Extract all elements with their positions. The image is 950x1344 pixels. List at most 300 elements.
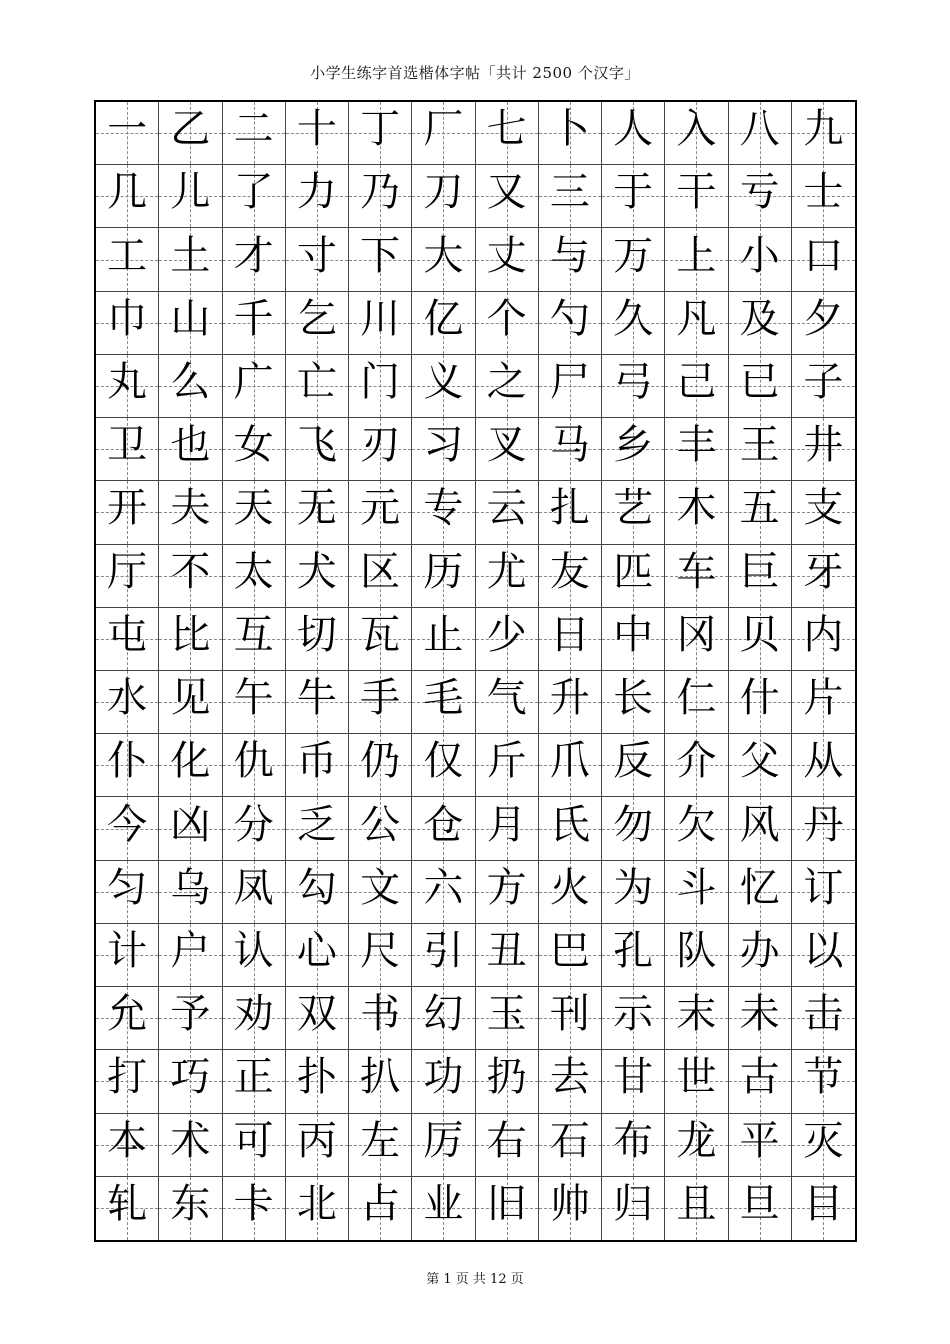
practice-character: 天 <box>233 485 274 532</box>
practice-character: 仇 <box>233 738 274 785</box>
practice-character: 屯 <box>107 611 148 658</box>
practice-character: 认 <box>233 927 274 974</box>
grid-cell <box>96 608 159 671</box>
practice-character: 世 <box>676 1054 717 1101</box>
grid-cell <box>792 102 855 165</box>
practice-character: 风 <box>739 801 780 848</box>
grid-cell <box>665 1114 728 1177</box>
practice-character: 尤 <box>486 548 527 595</box>
grid-cell <box>476 228 539 291</box>
practice-character: 勺 <box>549 295 590 342</box>
grid-cell <box>665 102 728 165</box>
grid-cell <box>286 102 349 165</box>
practice-character: 瓦 <box>360 611 401 658</box>
practice-character: 冈 <box>676 611 717 658</box>
grid-cell <box>286 1050 349 1113</box>
practice-character: 扎 <box>549 485 590 532</box>
grid-cell <box>223 608 286 671</box>
practice-character: 本 <box>107 1117 148 1164</box>
grid-cell <box>349 861 412 924</box>
grid-cell <box>665 355 728 418</box>
practice-character: 片 <box>803 675 844 722</box>
grid-cell <box>539 734 602 797</box>
practice-character: 扔 <box>486 1054 527 1101</box>
practice-character: 工 <box>107 232 148 279</box>
grid-cell <box>476 1050 539 1113</box>
grid-cell <box>223 734 286 797</box>
practice-character: 手 <box>360 675 401 722</box>
practice-character: 万 <box>613 232 654 279</box>
grid-cell <box>729 797 792 860</box>
grid-cell <box>602 1177 665 1240</box>
grid-cell <box>96 1177 159 1240</box>
practice-character: 十 <box>296 106 337 153</box>
practice-character: 丰 <box>676 422 717 469</box>
practice-character: 才 <box>233 232 274 279</box>
practice-character: 心 <box>296 927 337 974</box>
grid-cell <box>792 355 855 418</box>
practice-character: 父 <box>739 738 780 785</box>
practice-character: 打 <box>107 1054 148 1101</box>
grid-cell <box>223 102 286 165</box>
grid-cell <box>349 165 412 228</box>
grid-cell <box>476 481 539 544</box>
practice-character: 长 <box>613 675 654 722</box>
practice-character: 仍 <box>360 738 401 785</box>
practice-character: 卡 <box>233 1181 274 1228</box>
grid-cell <box>539 608 602 671</box>
grid-cell <box>159 924 222 987</box>
grid-cell <box>96 355 159 418</box>
grid-cell <box>602 228 665 291</box>
practice-character: 反 <box>613 738 654 785</box>
grid-cell <box>412 924 475 987</box>
practice-character: 巾 <box>107 295 148 342</box>
grid-cell <box>539 545 602 608</box>
grid-cell <box>729 102 792 165</box>
practice-character: 匹 <box>613 548 654 595</box>
practice-character: 千 <box>233 295 274 342</box>
grid-cell <box>729 1177 792 1240</box>
grid-cell <box>792 165 855 228</box>
grid-cell <box>476 797 539 860</box>
page-footer: 第 1 页 共 12 页 <box>426 1272 524 1287</box>
practice-character: 贝 <box>739 611 780 658</box>
practice-character: 八 <box>739 106 780 153</box>
grid-cell <box>665 987 728 1050</box>
practice-character: 占 <box>360 1181 401 1228</box>
grid-cell <box>349 671 412 734</box>
grid-cell <box>539 481 602 544</box>
practice-character: 劝 <box>233 991 274 1038</box>
practice-character: 儿 <box>170 169 211 216</box>
practice-character: 区 <box>360 548 401 595</box>
grid-cell <box>602 102 665 165</box>
grid-cell <box>159 355 222 418</box>
practice-character: 元 <box>360 485 401 532</box>
grid-cell <box>729 671 792 734</box>
practice-character: 办 <box>739 927 780 974</box>
grid-cell <box>665 1050 728 1113</box>
grid-cell <box>729 165 792 228</box>
grid-cell <box>286 861 349 924</box>
grid-cell <box>159 292 222 355</box>
practice-character: 末 <box>676 991 717 1038</box>
practice-character: 了 <box>233 169 274 216</box>
grid-cell <box>792 671 855 734</box>
grid-cell <box>96 861 159 924</box>
practice-character: 日 <box>549 611 590 658</box>
practice-character: 订 <box>803 864 844 911</box>
grid-cell <box>96 292 159 355</box>
practice-character: 无 <box>296 485 337 532</box>
grid-cell <box>792 418 855 481</box>
grid-cell <box>286 545 349 608</box>
practice-character: 布 <box>613 1117 654 1164</box>
grid-cell <box>159 1050 222 1113</box>
practice-character: 不 <box>170 548 211 595</box>
grid-cell <box>602 292 665 355</box>
grid-cell <box>665 797 728 860</box>
practice-character: 叉 <box>486 422 527 469</box>
practice-character: 五 <box>739 485 780 532</box>
grid-cell <box>602 1050 665 1113</box>
grid-cell <box>602 797 665 860</box>
practice-character: 丁 <box>360 106 401 153</box>
grid-cell <box>792 797 855 860</box>
practice-character: 户 <box>170 927 211 974</box>
grid-cell <box>96 545 159 608</box>
practice-character: 归 <box>613 1181 654 1228</box>
grid-cell <box>286 734 349 797</box>
grid-cell <box>96 102 159 165</box>
grid-cell <box>159 165 222 228</box>
practice-character: 乏 <box>296 801 337 848</box>
grid-cell <box>223 861 286 924</box>
grid-cell <box>665 228 728 291</box>
grid-cell <box>539 671 602 734</box>
practice-character: 刊 <box>549 991 590 1038</box>
grid-cell <box>729 355 792 418</box>
practice-character: 人 <box>613 106 654 153</box>
grid-cell <box>602 355 665 418</box>
practice-character: 中 <box>613 611 654 658</box>
grid-cell <box>665 418 728 481</box>
grid-cell <box>286 924 349 987</box>
practice-character: 东 <box>170 1181 211 1228</box>
practice-character: 少 <box>486 611 527 658</box>
practice-character: 车 <box>676 548 717 595</box>
grid-cell <box>96 1114 159 1177</box>
practice-character: 土 <box>170 232 211 279</box>
grid-cell <box>476 924 539 987</box>
practice-character: 旧 <box>486 1181 527 1228</box>
grid-cell <box>96 418 159 481</box>
grid-cell <box>159 481 222 544</box>
grid-cell <box>159 102 222 165</box>
grid-cell <box>476 1114 539 1177</box>
grid-cell <box>665 165 728 228</box>
practice-character: 旦 <box>739 1181 780 1228</box>
practice-character: 化 <box>170 738 211 785</box>
practice-character: 小 <box>739 232 780 279</box>
grid-cell <box>223 418 286 481</box>
practice-character: 及 <box>739 295 780 342</box>
grid-cell <box>286 608 349 671</box>
practice-character: 专 <box>423 485 464 532</box>
grid-cell <box>729 1114 792 1177</box>
practice-character: 马 <box>549 422 590 469</box>
practice-character: 升 <box>549 675 590 722</box>
practice-character: 玉 <box>486 991 527 1038</box>
practice-character: 右 <box>486 1117 527 1164</box>
grid-cell <box>223 481 286 544</box>
grid-cell <box>223 1177 286 1240</box>
grid-cell <box>349 924 412 987</box>
grid-cell <box>159 861 222 924</box>
grid-cell <box>729 418 792 481</box>
grid-cell <box>602 165 665 228</box>
grid-cell <box>159 228 222 291</box>
grid-cell <box>159 987 222 1050</box>
grid-cell <box>539 165 602 228</box>
grid-cell <box>412 292 475 355</box>
grid-cell <box>602 734 665 797</box>
grid-cell <box>349 1050 412 1113</box>
practice-character: 内 <box>803 611 844 658</box>
grid-cell <box>539 987 602 1050</box>
grid-cell <box>349 545 412 608</box>
grid-cell <box>349 1177 412 1240</box>
practice-character: 仆 <box>107 738 148 785</box>
grid-cell <box>539 228 602 291</box>
grid-cell <box>349 1114 412 1177</box>
practice-character: 扑 <box>296 1054 337 1101</box>
grid-cell <box>223 1050 286 1113</box>
grid-cell <box>412 861 475 924</box>
practice-character: 尸 <box>549 358 590 405</box>
practice-character: 以 <box>803 927 844 974</box>
practice-character: 大 <box>423 232 464 279</box>
practice-character: 业 <box>423 1181 464 1228</box>
grid-cell <box>349 481 412 544</box>
grid-cell <box>349 987 412 1050</box>
practice-character: 扒 <box>360 1054 401 1101</box>
practice-character: 寸 <box>296 232 337 279</box>
grid-cell <box>349 418 412 481</box>
grid-cell <box>665 545 728 608</box>
grid-cell <box>729 734 792 797</box>
grid-cell <box>665 292 728 355</box>
practice-character: 火 <box>549 864 590 911</box>
practice-character: 牙 <box>803 548 844 595</box>
grid-cell <box>286 1114 349 1177</box>
practice-character: 么 <box>170 358 211 405</box>
practice-character: 止 <box>423 611 464 658</box>
page-title: 小学生练字首选楷体字帖「共计 2500 个汉字」 <box>310 64 640 82</box>
practice-character: 尺 <box>360 927 401 974</box>
practice-character: 已 <box>739 358 780 405</box>
practice-character: 介 <box>676 738 717 785</box>
grid-cell <box>349 292 412 355</box>
grid-cell <box>349 608 412 671</box>
grid-cell <box>539 418 602 481</box>
grid-cell <box>159 418 222 481</box>
practice-character: 分 <box>233 801 274 848</box>
grid-cell <box>539 1050 602 1113</box>
grid-cell <box>665 671 728 734</box>
practice-character: 丈 <box>486 232 527 279</box>
practice-character: 犬 <box>296 548 337 595</box>
grid-cell <box>412 987 475 1050</box>
practice-character: 予 <box>170 991 211 1038</box>
practice-character: 凶 <box>170 801 211 848</box>
grid-cell <box>792 1050 855 1113</box>
practice-character: 之 <box>486 358 527 405</box>
grid-cell <box>792 734 855 797</box>
grid-cell <box>286 165 349 228</box>
practice-character: 允 <box>107 991 148 1038</box>
practice-character: 云 <box>486 485 527 532</box>
practice-character: 石 <box>549 1117 590 1164</box>
practice-character: 一 <box>107 106 148 153</box>
grid-cell <box>412 1177 475 1240</box>
practice-character: 丹 <box>803 801 844 848</box>
practice-character: 正 <box>233 1054 274 1101</box>
grid-cell <box>412 165 475 228</box>
practice-character: 灭 <box>803 1117 844 1164</box>
grid-cell <box>729 1050 792 1113</box>
grid-cell <box>412 418 475 481</box>
practice-character: 卜 <box>549 106 590 153</box>
practice-character: 月 <box>486 801 527 848</box>
practice-character: 又 <box>486 169 527 216</box>
practice-character: 亏 <box>739 169 780 216</box>
grid-cell <box>476 292 539 355</box>
grid-cell <box>665 734 728 797</box>
practice-character: 牛 <box>296 675 337 722</box>
grid-cell <box>476 355 539 418</box>
grid-cell <box>412 608 475 671</box>
practice-character: 见 <box>170 675 211 722</box>
grid-cell <box>665 481 728 544</box>
practice-character: 巨 <box>739 548 780 595</box>
practice-character: 公 <box>360 801 401 848</box>
practice-character: 勾 <box>296 864 337 911</box>
grid-cell <box>159 734 222 797</box>
grid-cell <box>159 797 222 860</box>
grid-cell <box>412 1050 475 1113</box>
grid-cell <box>96 924 159 987</box>
practice-character: 巧 <box>170 1054 211 1101</box>
grid-cell <box>286 797 349 860</box>
grid-cell <box>412 797 475 860</box>
practice-character: 匀 <box>107 864 148 911</box>
practice-character: 忆 <box>739 864 780 911</box>
practice-character: 可 <box>233 1117 274 1164</box>
grid-cell <box>223 797 286 860</box>
practice-character: 几 <box>107 169 148 216</box>
practice-character: 门 <box>360 358 401 405</box>
practice-character: 凡 <box>676 295 717 342</box>
grid-cell <box>286 228 349 291</box>
practice-character: 夕 <box>803 295 844 342</box>
grid-cell <box>476 861 539 924</box>
practice-character: 广 <box>233 358 274 405</box>
practice-character: 平 <box>739 1117 780 1164</box>
grid-cell <box>476 987 539 1050</box>
practice-character: 刀 <box>423 169 464 216</box>
grid-cell <box>539 797 602 860</box>
practice-character: 下 <box>360 232 401 279</box>
practice-character: 口 <box>803 232 844 279</box>
practice-character: 轧 <box>107 1181 148 1228</box>
grid-cell <box>792 292 855 355</box>
practice-character: 引 <box>423 927 464 974</box>
practice-character: 水 <box>107 675 148 722</box>
grid-cell <box>223 545 286 608</box>
grid-cell <box>729 924 792 987</box>
practice-character: 厂 <box>423 106 464 153</box>
grid-cell <box>96 671 159 734</box>
practice-character: 目 <box>803 1181 844 1228</box>
practice-character: 勿 <box>613 801 654 848</box>
grid-cell <box>96 1050 159 1113</box>
practice-character: 乙 <box>170 106 211 153</box>
practice-character: 斗 <box>676 864 717 911</box>
practice-character: 切 <box>296 611 337 658</box>
grid-cell <box>159 1177 222 1240</box>
practice-character: 三 <box>549 169 590 216</box>
practice-character: 女 <box>233 422 274 469</box>
practice-character: 节 <box>803 1054 844 1101</box>
grid-cell <box>96 734 159 797</box>
grid-cell <box>412 228 475 291</box>
grid-cell <box>96 987 159 1050</box>
practice-character: 北 <box>296 1181 337 1228</box>
grid-cell <box>665 924 728 987</box>
grid-cell <box>223 165 286 228</box>
grid-cell <box>223 924 286 987</box>
grid-cell <box>665 608 728 671</box>
grid-cell <box>539 861 602 924</box>
practice-character: 甘 <box>613 1054 654 1101</box>
grid-cell <box>286 481 349 544</box>
grid-cell <box>539 355 602 418</box>
practice-character: 飞 <box>296 422 337 469</box>
practice-character: 双 <box>296 991 337 1038</box>
grid-cell <box>539 1177 602 1240</box>
practice-character: 龙 <box>676 1117 717 1164</box>
grid-cell <box>539 924 602 987</box>
practice-character: 帅 <box>549 1181 590 1228</box>
grid-cell <box>286 671 349 734</box>
practice-character: 巴 <box>549 927 590 974</box>
practice-character: 计 <box>107 927 148 974</box>
grid-cell <box>96 165 159 228</box>
grid-cell <box>539 1114 602 1177</box>
grid-cell <box>286 355 349 418</box>
practice-character: 从 <box>803 738 844 785</box>
grid-cell <box>729 545 792 608</box>
grid-cell <box>412 545 475 608</box>
practice-character: 氏 <box>549 801 590 848</box>
grid-cell <box>349 797 412 860</box>
practice-character: 支 <box>803 485 844 532</box>
grid-cell <box>349 228 412 291</box>
practice-character: 乃 <box>360 169 401 216</box>
practice-character: 厉 <box>423 1117 464 1164</box>
